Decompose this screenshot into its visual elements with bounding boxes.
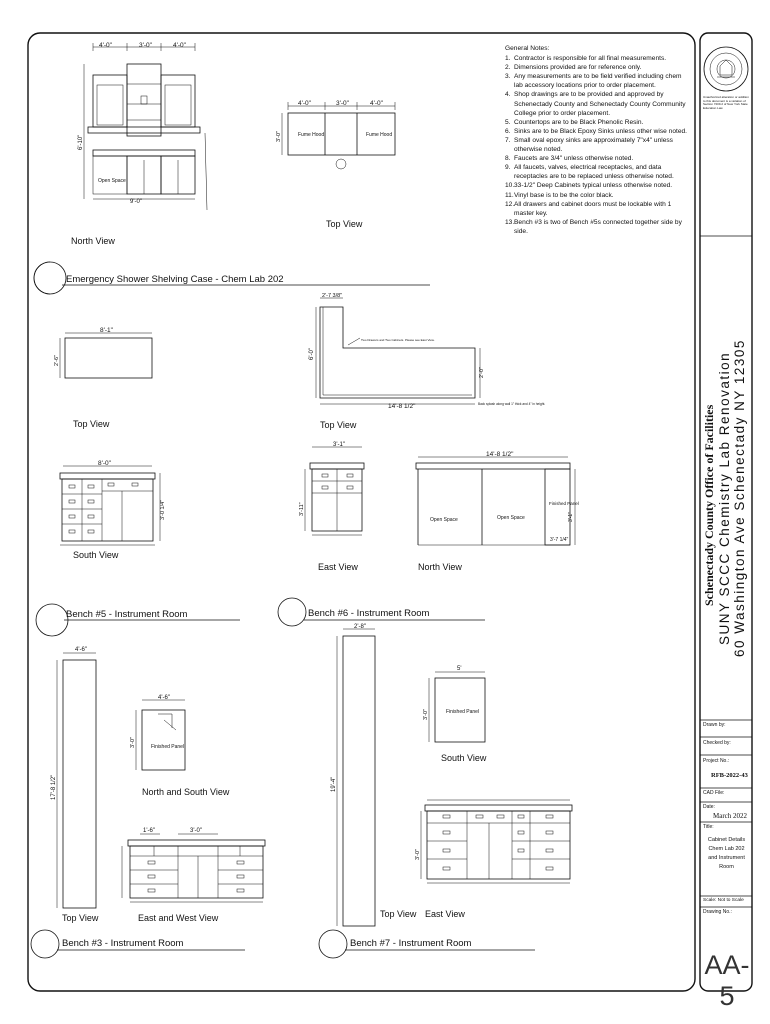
dim-b7-len: 19'-4" [331,776,337,792]
general-notes-list [505,54,690,236]
dim-b6-east-w: 3'-1" [333,442,345,448]
dim-b3-ew-2: 3'-0" [190,828,202,834]
section-bench6-title: Bench #6 - Instrument Room [308,608,430,619]
tb-checked-by-label: Checked by: [703,740,731,746]
b6-top-view-label: Top View [320,420,357,430]
dim-b7-e-h: 3'-0" [415,849,421,860]
b5-south-view-label: South View [73,550,119,560]
dim-em-2: 3'-0" [139,42,152,49]
tb-title: Cabinet Details Chem Lab 202 and Instrument Room [707,837,746,870]
section-bench7-title: Bench #7 - Instrument Room [350,938,472,949]
fume-hood-left: Fume Hood [298,132,325,138]
b7-south-view-label: South View [441,753,487,763]
dim-b6-side: 6'-0" [309,348,315,360]
b3-ns-view-label: North and South View [142,787,230,797]
tb-project-2: 60 Washington Ave Schenectady NY 12305 [732,339,747,657]
tb-drawn-by-label: Drawn by: [703,722,726,728]
b6-finished-panel: Finished Panel [549,501,579,506]
b7-south-view [429,672,485,742]
b5-top-view-label: Top View [73,419,110,429]
b6-drawers-note: Two Drawers and Two Cabinets. Please see East View. [361,338,435,342]
note-item: 5. Countertops are to be Black Phenolic Resin. [505,118,644,126]
em-top-view-label: Top View [326,219,363,229]
engineer-seal-icon [704,47,748,91]
note-item: 7. Small oval epoxy sinks are approximately 7"x4" unless otherwise noted. [505,136,673,154]
em-north-view-label: North View [71,236,115,246]
section-bubble-emergency [34,262,50,294]
b6-top-view [316,298,480,404]
dim-b6-long: 14'-8 1/2" [388,403,416,410]
section-bubble-bench6 [278,598,306,626]
dim-b7-s-h: 3'-0" [423,709,429,720]
note-item: 12. All drawers and cabinet doors must be lockable with 1 master key. [505,200,672,217]
dim-em-height: 6'-10" [78,134,84,150]
note-item: 9. All faucets, valves, electrical receptacles, and data receptacles are to be replaced unless otherwise noted. [505,164,674,181]
section-bubble-bench3 [31,930,59,958]
dim-b5-top-w: 8'-1" [100,327,113,334]
b6-backsplash-note: Back splash along wall 1" thick and 4" in height. [478,402,546,406]
tb-title-label: Title: [703,824,714,830]
section-emergency-title: Emergency Shower Shelving Case - Chem Lab 202 [66,274,284,285]
em-north-view [84,43,207,210]
b7-finished-panel: Finished Panel [446,709,480,715]
dim-b6-north-h: 3'-1" [568,512,574,522]
tb-cad-file-label: CAD File: [703,790,725,796]
dim-b3-ns-w: 4'-6" [158,695,170,701]
dim-b3-top-w: 4'-6" [75,647,87,653]
tb-org: Schenectady County Office of Facilities [702,404,716,606]
tb-project-no-label: Project No.: [703,758,730,764]
note-item: 1. Contractor is responsible for all final measurements. [505,55,667,63]
b3-ns-view [136,700,185,770]
b3-top-view [57,653,96,908]
b3-ew-view [122,834,265,902]
b5-top-view [60,333,152,378]
dim-b3-ew-1: 1'-6" [143,828,155,834]
dim-b6-north: 14'-8 1/2" [486,451,514,458]
section-bench5-title: Bench #5 - Instrument Room [66,609,188,620]
dim-b5-top-d: 2'-6" [54,355,60,366]
dim-emt-1: 4'-0" [298,100,311,107]
tb-disclaimer: Unauthorized alteration or addition to this document is a violation of Section 7209.2 of New York State Education Law [703,95,749,110]
general-notes-heading: General Notes: [505,45,550,52]
tb-project-no: RFB-2022-43 [711,772,748,779]
dim-b3-ns-h: 3'-0" [130,737,136,748]
general-notes [505,44,690,236]
dim-em-1: 4'-0" [99,42,112,49]
dim-em-base: 9'-0" [130,199,142,205]
b6-open-space-1: Open Space [430,517,458,523]
b3-ew-view-label: East and West View [138,913,219,923]
b6-east-view-label: East View [318,562,358,572]
dim-emt-depth: 3'-0" [276,131,282,142]
dim-b6-north-w: 3'-7 1/4" [550,537,569,543]
note-item: 11. Vinyl base is to be the color black. [505,191,614,199]
section-bench3-title: Bench #3 - Instrument Room [62,938,184,949]
tb-project-1: SUNY SCCC Chemistry Lab Renovation [717,351,732,645]
dim-b5-h: 3'-0 1/4" [160,499,166,520]
b3-finished-panel: Finished Panel [151,744,185,750]
dim-b3-len: 17'-8 1/2" [51,774,57,800]
note-item: 2. Dimensions provided are for reference only. [505,64,642,72]
section-bubble-bench7 [319,930,347,958]
b5-south-view [60,466,160,545]
note-item: 4. Shop drawings are to be provided and approved by Schenectady County and Schenectady County Community College prior to order placement. [505,91,686,117]
b7-east-view [421,800,572,883]
section-bubble-bench5 [36,604,68,636]
dim-b7-top-w: 2'-8" [354,624,366,630]
em-open-space: Open Space [98,178,126,184]
note-item: 10. 33-1/2" Deep Cabinets typical unless otherwise noted. [505,182,673,190]
b6-north-view-label: North View [418,562,462,572]
tb-date: March 2022 [713,812,748,820]
b6-east-view [305,447,364,535]
dim-emt-2: 3'-0" [336,100,349,107]
note-item: 3. Any measurements are to be field verified including chem lab accessory locations prior to order placement. [505,73,682,90]
dim-b6-east-h: 3'-11" [299,502,305,516]
b7-east-view-label: East View [425,909,465,919]
dim-b7-s-w: 5' [457,666,462,672]
note-item: 6. Sinks are to be Black Epoxy Sinks unless other wise noted. [505,127,687,135]
tb-scale: Scale: Not to Scale [703,898,744,903]
b7-top-view-label: Top View [380,909,417,919]
dim-emt-3: 4'-0" [370,100,383,107]
tb-date-label: Date: [703,804,715,810]
dim-b5-south: 8'-0" [98,460,111,467]
dim-em-3: 4'-0" [173,42,186,49]
fume-hood-right: Fume Hood [366,132,393,138]
tb-drawing-no-label: Drawing No.: [703,909,732,915]
dim-b6-depth: 2'-0" [479,367,485,378]
dim-b6-top-w: 2'-7 3/8" [322,293,343,299]
b3-top-view-label: Top View [62,913,99,923]
note-item: 13. Bench #3 is two of Bench #5s connected together side by side. [505,218,682,235]
b7-top-view [337,629,375,926]
note-item: 8. Faucets are 3/4" unless otherwise noted. [505,155,634,163]
tb-sheet-number: AA-5 [704,950,750,1011]
b6-open-space-2: Open Space [497,515,525,521]
